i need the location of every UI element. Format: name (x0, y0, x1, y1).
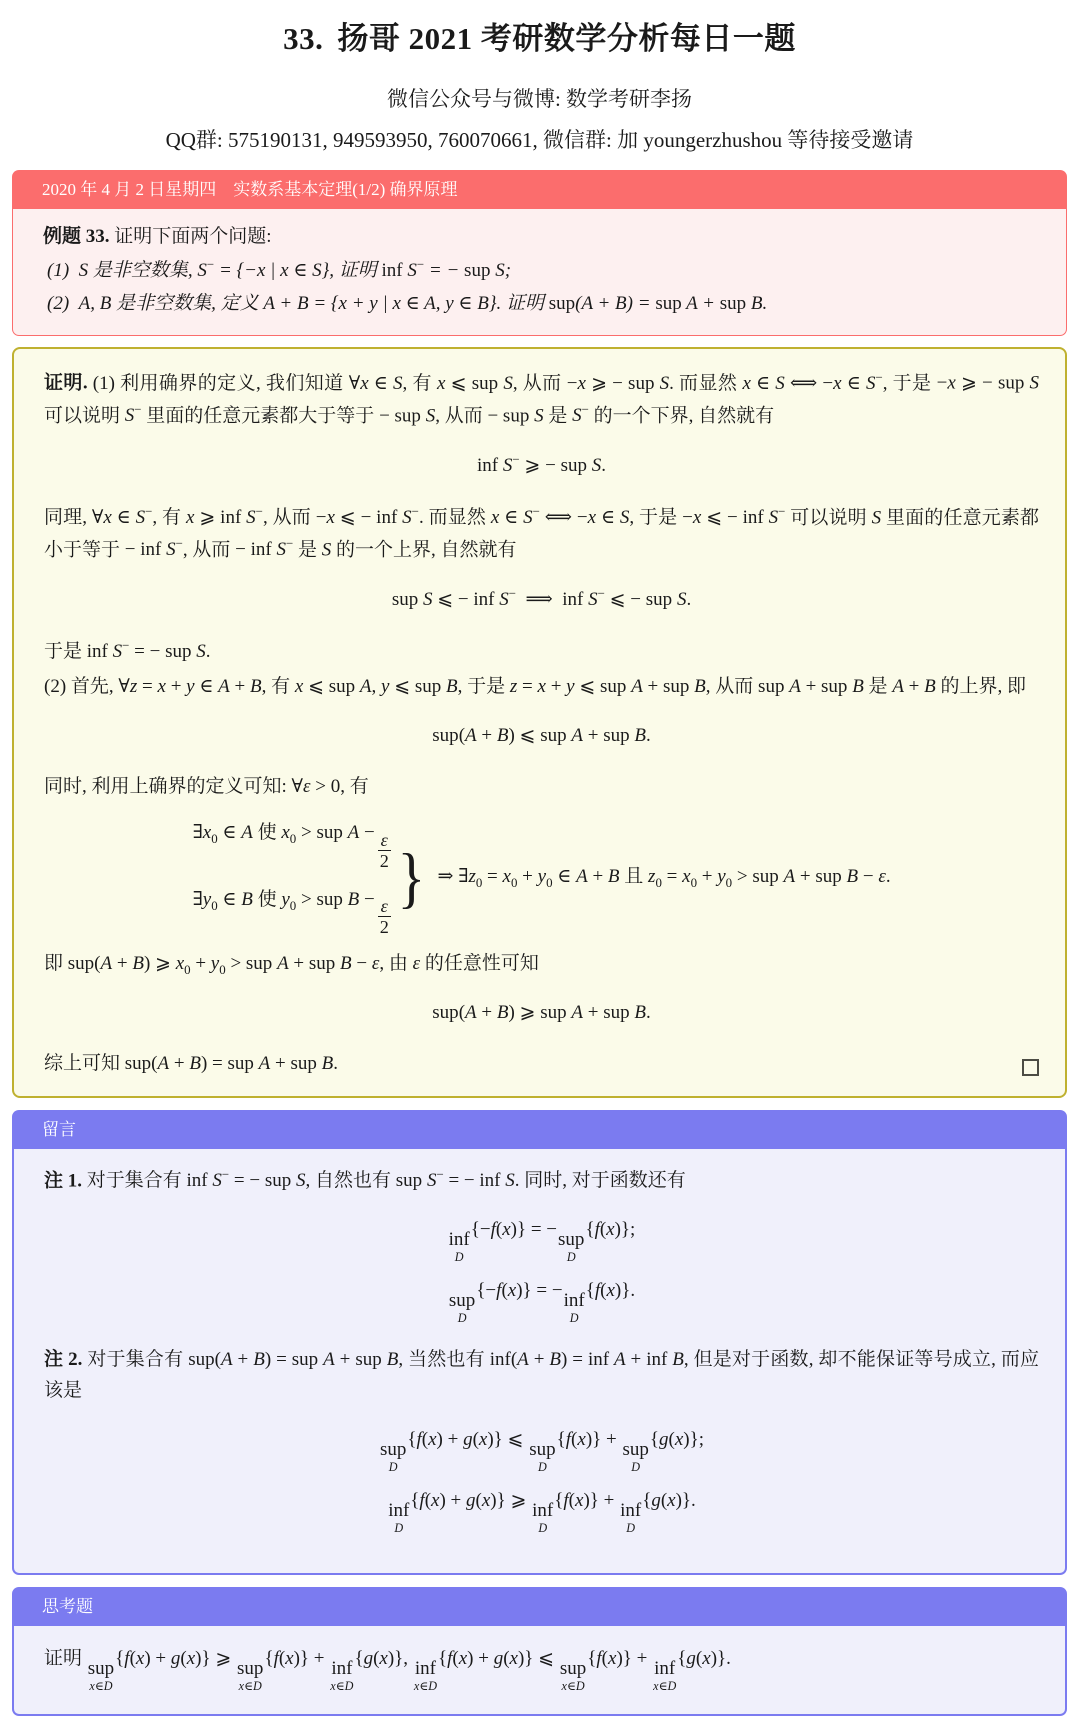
qed-square-icon (1022, 1059, 1039, 1076)
problem-box (12, 170, 1067, 337)
note-1-paragraph: 注 1. 对于集合有 inf S− = − sup S, 自然也有 sup S− = − inf S. 同时, 对于函数还有 (44, 1166, 686, 1192)
problem-intro-line (43, 222, 1040, 253)
note-2-equation-1: sup D {f(x) + g(x)} ⩽ sup D {f(x)} + sup D {g(x)}; (379, 1428, 705, 1474)
system-row-1: $\exists x_0$ ∈ A 使 $x_0$ > sup A − $\frac{\varepsilon}{2}$ (192, 818, 393, 870)
subtitle-groups: QQ群: 575190131, 949593950, 760070661, 微信群: 加 youngerzhushou 等待接受邀请 (165, 128, 914, 153)
proof-label: 证明. (44, 372, 88, 394)
system-row-2: $\exists y_0$ ∈ B 使 $y_0$ > sup B − $\frac{\varepsilon}{2}$ (192, 885, 393, 937)
note-2-paragraph: 注 2. 对于集合有 sup(A + B) = sup A + sup B, 当然也有 inf(A + B) = inf A + inf B, 但是对于函数, 却不能保证等号成立, 而应该是 (44, 1349, 1040, 1402)
problem-box-header: 2020 年 4 月 2 日星期四 实数系基本定理(1/2) 确界原理 (12, 170, 1067, 209)
thinking-box (12, 1587, 1067, 1715)
note-1-equation-1: inf D {−f(x)} = − sup D {f(x)}; (448, 1219, 636, 1264)
note-2-label: 注 2. (44, 1349, 83, 1371)
problem-item-2: (2) A, B 是非空数集, 定义 A + B = {x + y | x ∈ A, y ∈ B}. 证明 sup(A + B) = sup A + sup B. (47, 292, 768, 314)
document-page (0, 18, 1079, 1716)
system-consequence: ⇒ $\exists z_0 = x_0 + y_0$ ∈ A + B 且 $z_0 = x_0 + y_0$ > sup A + sup B − ε. (437, 865, 891, 890)
thinking-box-body (12, 1626, 1067, 1715)
subtitle-wechat: 微信公众号与微博: 数学考研李扬 (386, 86, 693, 111)
proof-conclusion-line (44, 1049, 1039, 1080)
page-title-number: 33. (283, 21, 324, 56)
proof-paragraph-6: 即 sup(A + B) ⩾ $x_0 + y_0$ > sup A + sup B − ε, 由 ε 的任意性可知 (44, 952, 539, 977)
problem-box-body (12, 209, 1067, 337)
note-2-equation-2: inf D {f(x) + g(x)} ⩾ inf D {f(x)} + inf D {g(x)}. (388, 1490, 696, 1535)
thinking-prefix: 证明 (44, 1648, 83, 1670)
proof-paragraph-2: 同理, ∀x ∈ S−, 有 x ⩾ inf S−, 从而 −x ⩽ − inf S−. 而显然 x ∈ S− ⟺ −x ∈ S, 于是 −x ⩽ − inf S− 可以说明 S 里面的任意元素都小于等于 − inf S−, 从而 − inf S− 是 S 的一个上界, 自然就有 (44, 503, 1039, 561)
note-2-equations (44, 1425, 1039, 1535)
note-1-equation-2: sup D {−f(x)} = − inf D {f(x)}. (448, 1280, 636, 1326)
remark-box (12, 1110, 1067, 1575)
thinking-problem-statement: 证明 sup x∈D {f(x) + g(x)} ⩾ sup x∈D {f(x)} + inf x∈D {g(x)}, inf x∈D {f(x) + g(x)} ⩽ sup x∈D {f(x)} + inf x∈D {g(x)}. (44, 1648, 731, 1694)
proof-equation-1: inf S− ⩾ − sup S. (477, 451, 606, 476)
proof-system-of-inequalities (44, 818, 1039, 936)
proof-conclusion: 综上可知 sup(A + B) = sup A + sup B. (44, 1053, 338, 1075)
proof-paragraph-1: 证明. (1) 利用确界的定义, 我们知道 ∀x ∈ S, 有 x ⩽ sup S, 从而 −x ⩾ − sup S. 而显然 x ∈ S ⟺ −x ∈ S−, 于是 −x ⩾ − sup S 可以说明 S− 里面的任意元素都大于等于 − sup S, 从而 − sup S 是 S− 的一个下界, 自然就有 (44, 369, 1040, 426)
proof-box-body (12, 347, 1067, 1097)
proof-equation-2: sup S ⩽ − inf S− ⟹ inf S− ⩽ − sup S. (391, 585, 692, 611)
page-title-text: 扬哥 2021 考研数学分析每日一题 (337, 21, 796, 56)
note-1-label: 注 1. (44, 1170, 83, 1192)
remark-box-header: 留言 (12, 1110, 1067, 1149)
thinking-box-header: 思考题 (12, 1587, 1067, 1626)
problem-label: 例题 33. (43, 225, 110, 247)
problem-intro: 证明下面两个问题: (114, 225, 272, 247)
remark-box-body (12, 1149, 1067, 1575)
problem-item-1: (1) S 是非空数集, S− = {−x | x ∈ S}, 证明 inf S− = − sup S; (47, 256, 512, 281)
right-brace-icon: } (397, 839, 426, 915)
proof-paragraph-4: (2) 首先, ∀z = x + y ∈ A + B, 有 x ⩽ sup A, y ⩽ sup B, 于是 z = x + y ⩽ sup A + sup B, 从而 sup A + sup B 是 A + B 的上界, 即 (44, 676, 1027, 698)
proof-paragraph-5: 同时, 利用上确界的定义可知: ∀ε > 0, 有 (44, 775, 369, 797)
proof-paragraph-3: 于是 inf S− = − sup S. (44, 638, 211, 663)
page-title (0, 18, 1079, 60)
proof-box (12, 347, 1067, 1097)
note-1-equations (44, 1215, 1039, 1325)
proof-equation-3: sup(A + B) ⩽ sup A + sup B. (432, 724, 651, 746)
proof-equation-4: sup(A + B) ⩾ sup A + sup B. (432, 1002, 651, 1024)
system-rows (192, 818, 393, 936)
